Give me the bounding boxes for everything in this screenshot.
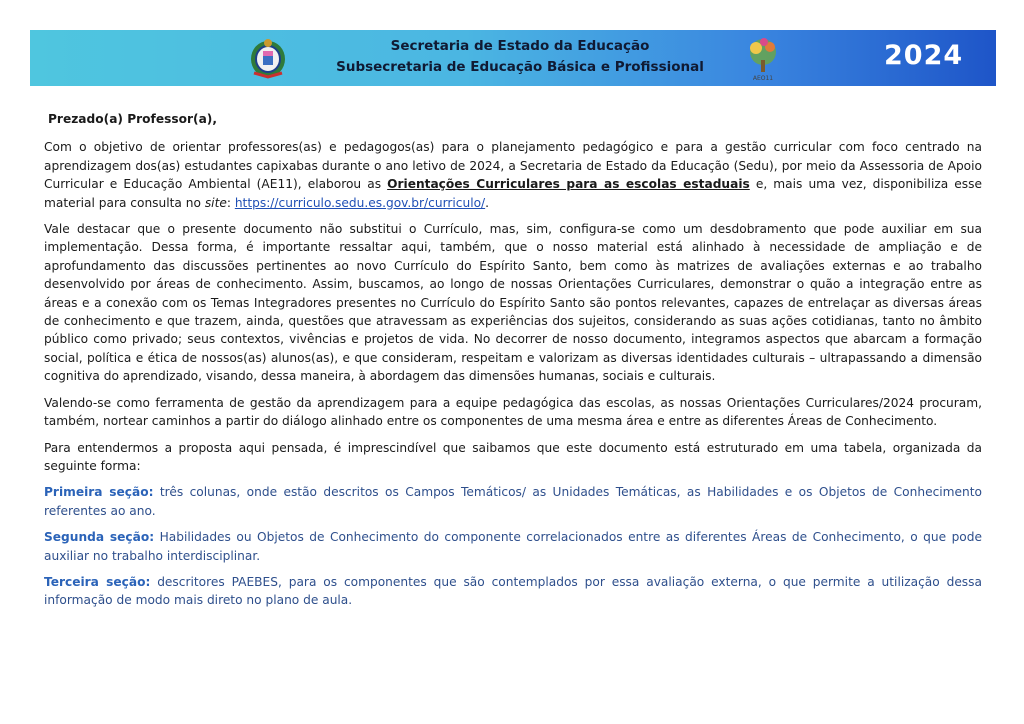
paragraph-intro: Com o objetivo de orientar professores(as) e pedagogos(as) para o planejamento pedagógico e para a gestão curricular com foco centrado na aprendizagem dos(as) estudantes capixabas durante o ano letivo de 2024, a Secretaria de Estado da Educação (Sedu), por meio da Assessoria de Apoio Curricular e Educação Ambiental (AE11), elaborou as Orientações Curriculares para as escolas estaduais e, mais uma vez, disponibiliza esse material para consulta no site: https://curriculo.sedu.es.gov.br/curriculo/.	[44, 140, 982, 210]
section-item-3: Terceira seção: descritores PAEBES, para os componentes que são contemplados por essa avaliação externa, o que permite a utilização dessa informação de modo mais direto no plano de aula.	[44, 574, 982, 608]
highlight-orientacoes: Orientações Curriculares para as escolas estaduais	[387, 177, 750, 192]
header-title-line1: Secretaria de Estado da Educação	[390, 38, 650, 54]
header-title	[330, 36, 710, 78]
greeting: Prezado(a) Professor(a),	[48, 112, 218, 126]
paragraph-estrutura: Para entendermos a proposta aqui pensada, é imprescindível que saibamos que este documento está estruturado em uma tabela, organizada da seguinte forma:	[44, 440, 982, 473]
document-body	[44, 110, 982, 618]
header-title-line2: Subsecretaria de Educação Básica e Profissional	[336, 59, 704, 75]
state-coat-of-arms-icon	[248, 37, 288, 79]
header-year: 2024	[884, 40, 964, 71]
paragraph-curriculo: Vale destacar que o presente documento não substitui o Currículo, mas, sim, configura-se como um desdobramento que pode auxiliar em sua implementação. Dessa forma, é importante ressaltar aqui, também, que o nosso material está alinhado à necessidade de ampliação e de aprofundamento das discussões pertinentes ao novo Currículo do Espírito Santo, bem como às matrizes de avaliações externas e ao trabalho desenvolvido por áreas de conhecimento. Assim, buscamos, ao longo de nossas Orientações Curriculares, demonstrar o quão a integração entre as áreas e a conexão com os Temas Integradores presentes no Currículo do Espírito Santo são pontos relevantes, capazes de entrelaçar as diversas áreas de conhecimento e que trazem, ainda, questões que atravessam as experiências dos sujeitos, considerando as suas ações cotidianas, tanto no âmbito público como privado; seus contextos, vivências e projetos de vida. No decorrer de nosso documento, integramos aspectos que abarcam a formação social, política e ética de nossos(as) alunos(as), e que consideram, respeitam e valorizam as diversas identidades culturais – ultrapassando a dimensão cognitiva do aprendizado, visando, dessa maneira, à abordagem das dimensões humanas, sociais e culturais.	[44, 222, 982, 384]
aeo11-seal-icon	[740, 34, 786, 82]
curriculo-link[interactable]: https://curriculo.sedu.es.gov.br/curriculo/	[234, 195, 486, 210]
section-item-2: Segunda seção: Habilidades ou Objetos de Conhecimento do componente correlacionados entre as diferentes Áreas de Conhecimento, o que pode auxiliar no trabalho interdisciplinar.	[44, 530, 982, 563]
paragraph-ferramenta: Valendo-se como ferramenta de gestão da aprendizagem para a equipe pedagógica das escolas, as nossas Orientações Curriculares/2024 procuram, também, nortear caminhos a partir do diálogo alinhado entre os componentes de uma mesma área e entre as diferentes Áreas de Conhecimento.	[44, 395, 982, 429]
section-item-1: Primeira seção: três colunas, onde estão descritos os Campos Temáticos/ as Unidades Temáticas, as Habilidades e os Objetos de Conhecimento referentes ao ano.	[44, 485, 982, 518]
svg-text:AEO11: AEO11	[752, 75, 774, 82]
